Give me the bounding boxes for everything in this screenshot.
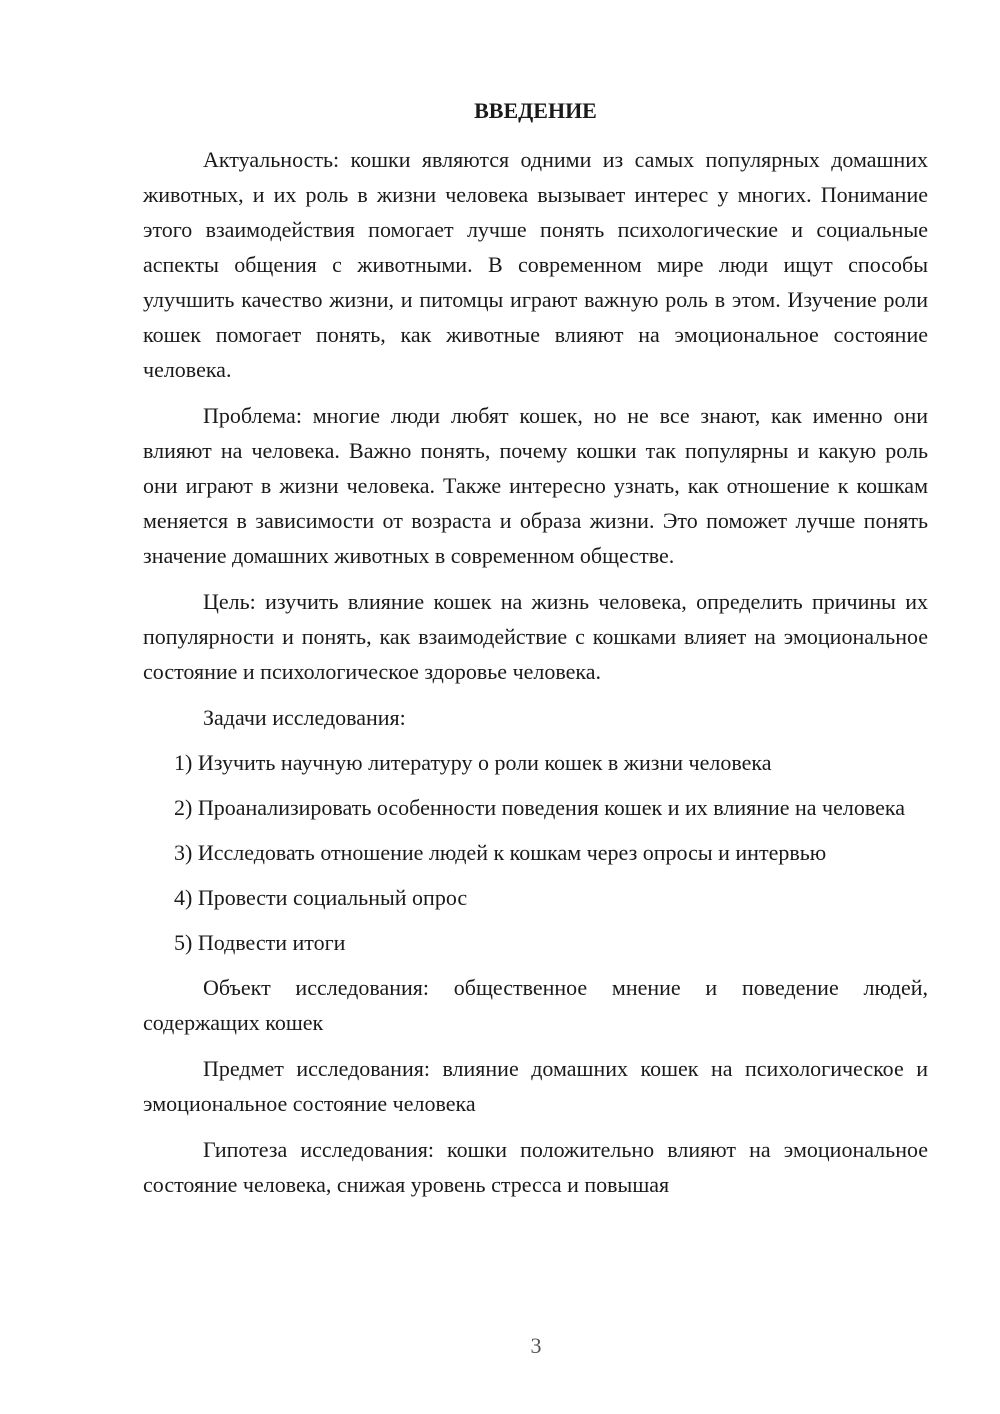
section-heading: ВВЕДЕНИЕ — [474, 98, 597, 123]
paragraph-relevance: Актуальность: кошки являются одними из самых популярных домашних животных, и их роль в жизни человека вызывает интерес у многих. Понимание этого взаимодействия помогает лучше понять психологические и социальные аспекты общения с животными. В современном мире люди ищут способы улучшить качество жизни, и питомцы играют важную роль в этом. Изучение роли кошек помогает понять, как животные влияют на эмоциональное состояние человека. — [143, 147, 928, 382]
paragraph-subject: Предмет исследования: влияние домашних кошек на психологическое и эмоциональное состояние человека — [143, 1056, 928, 1116]
task-item-4: 4) Провести социальный опрос — [174, 885, 468, 910]
task-item-3: 3) Исследовать отношение людей к кошкам через опросы и интервью — [174, 840, 827, 865]
task-item-1: 1) Изучить научную литературу о роли кошек в жизни человека — [174, 750, 772, 775]
paragraph-hypothesis: Гипотеза исследования: кошки положительно влияют на эмоциональное состояние человека, снижая уровень стресса и повышая — [143, 1137, 928, 1197]
task-item-5: 5) Подвести итоги — [174, 930, 346, 955]
paragraph-object: Объект исследования: общественное мнение и поведение людей, содержащих кошек — [143, 975, 928, 1035]
page-number: 3 — [530, 1333, 542, 1358]
task-item-2: 2) Проанализировать особенности поведения кошек и их влияние на человека — [174, 795, 906, 820]
tasks-title: Задачи исследования: — [203, 705, 406, 730]
paragraph-problem: Проблема: многие люди любят кошек, но не все знают, как именно они влияют на человека. Важно понять, почему кошки так популярны и какую роль они играют в жизни человека. Также интересно узнать, как отношение к кошкам меняется в зависимости от возраста и образа жизни. Это поможет лучше понять значение домашних животных в современном обществе. — [143, 403, 928, 568]
document-body — [143, 93, 928, 1213]
paragraph-goal: Цель: изучить влияние кошек на жизнь человека, определить причины их популярности и понять, как взаимодействие с кошками влияет на эмоциональное состояние и психологическое здоровье человека. — [143, 589, 928, 684]
